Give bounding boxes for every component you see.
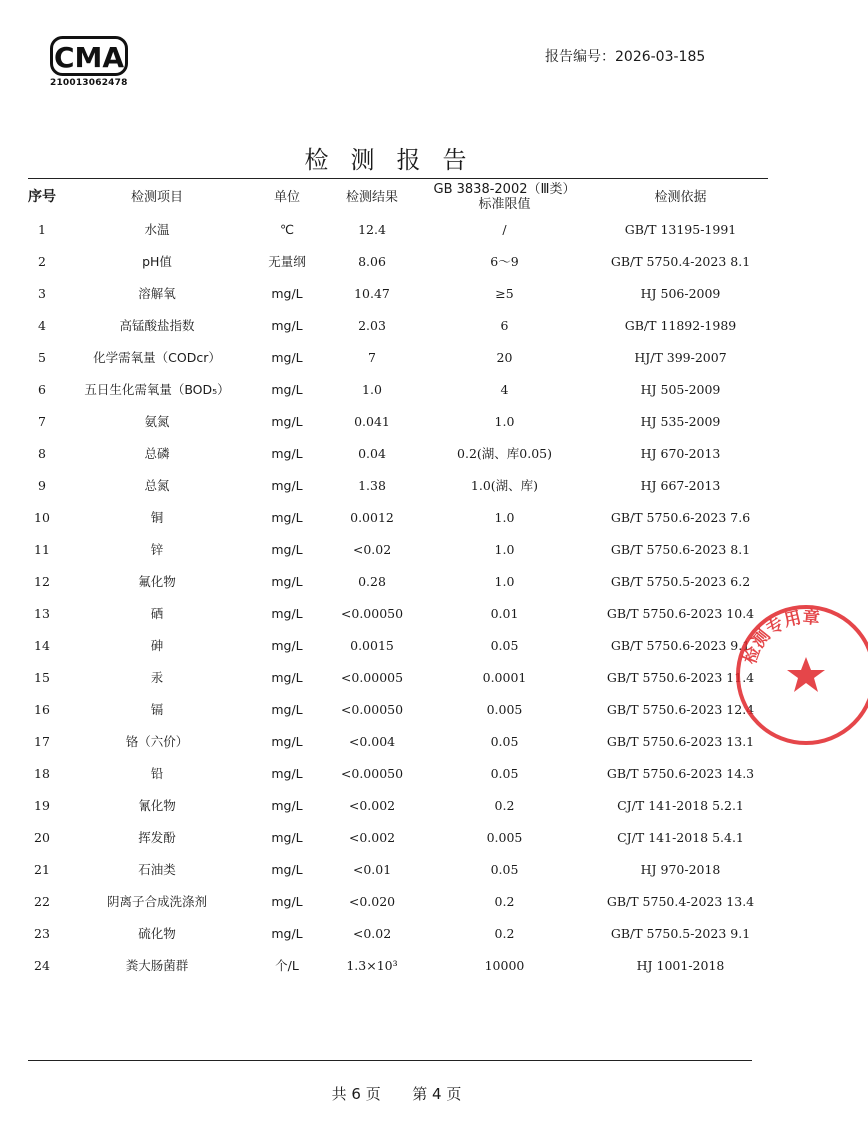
cell-unit: mg/L [271, 862, 303, 877]
cell-unit: mg/L [271, 670, 303, 685]
cell-unit: mg/L [271, 350, 303, 365]
cell-limit: 0.0001 [482, 670, 527, 685]
cell-index: 2 [38, 254, 46, 269]
cell-limit: 20 [496, 350, 513, 365]
table-row [22, 886, 774, 918]
cell-limit: 0.01 [490, 606, 519, 621]
cell-index: 21 [34, 862, 50, 877]
cell-unit: mg/L [271, 414, 303, 429]
table-row [22, 854, 774, 886]
table-row [22, 694, 774, 726]
report-number-value: 2026-03-185 [615, 49, 706, 65]
cell-unit: mg/L [271, 574, 303, 589]
inspection-seal [728, 597, 821, 753]
cell-result: 0.04 [358, 446, 386, 461]
cma-logo-text: CMA [53, 41, 125, 74]
cell-limit: 10000 [484, 958, 525, 973]
cell-unit: 个/L [275, 958, 299, 973]
cell-item: 锌 [150, 542, 164, 557]
header-result: 检测结果 [345, 189, 398, 205]
cell-unit: mg/L [271, 510, 303, 525]
cell-method: GB/T 5750.6-2023 9.1 [610, 638, 751, 653]
cell-result: 12.4 [358, 222, 386, 237]
cell-method: GB/T 5750.6-2023 10.4 [606, 606, 755, 621]
cell-index: 6 [38, 382, 46, 397]
cell-unit: mg/L [271, 766, 303, 781]
table-row [22, 758, 774, 790]
cell-index: 22 [34, 894, 50, 909]
cell-index: 23 [34, 926, 50, 941]
cell-unit: ℃ [279, 222, 295, 237]
cell-item: 氨氮 [144, 414, 170, 429]
cell-result: <0.00050 [340, 606, 404, 621]
cell-result: 0.28 [358, 574, 386, 589]
cell-result: <0.00050 [340, 702, 404, 717]
cell-result: 7 [368, 350, 376, 365]
table-row [22, 598, 774, 630]
cell-index: 1 [38, 222, 46, 237]
page-footer [0, 1083, 793, 1104]
report-number-label: 报告编号： [545, 49, 615, 65]
report-number [545, 46, 705, 66]
cell-result: <0.020 [348, 894, 396, 909]
cell-result: 1.3×10³ [346, 958, 398, 973]
cell-unit: mg/L [271, 542, 303, 557]
table-row [22, 438, 774, 470]
cell-method: GB/T 13195-1991 [624, 222, 737, 237]
table-row [22, 566, 774, 598]
cma-number: 210013062478 [50, 78, 128, 88]
header-limit-line2: 标准限值 [478, 197, 531, 212]
page-title: 检测报告 [304, 146, 489, 174]
cell-index: 9 [38, 478, 46, 493]
cell-index: 5 [38, 350, 46, 365]
cell-index: 15 [34, 670, 50, 685]
cell-limit: 6～9 [490, 254, 519, 269]
table-row [22, 374, 774, 406]
top-divider [28, 178, 768, 179]
cell-limit: 0.05 [490, 638, 519, 653]
cell-index: 24 [34, 958, 50, 973]
cell-item: 阴离子合成洗涤剂 [106, 894, 207, 909]
cell-limit: 0.05 [490, 734, 519, 749]
cell-result: <0.002 [348, 830, 396, 845]
cell-method: GB/T 5750.6-2023 12.4 [606, 702, 755, 717]
table-row [22, 662, 774, 694]
cell-limit: 0.005 [486, 702, 523, 717]
cell-unit: mg/L [271, 478, 303, 493]
seal-mark [728, 597, 868, 753]
cell-index: 16 [34, 702, 50, 717]
header-index: 序号 [28, 188, 56, 205]
cell-item: 铬（六价） [125, 734, 189, 749]
cell-item: 化学需氧量（CODcr） [93, 350, 221, 365]
table-row [22, 342, 774, 374]
cell-method: GB/T 5750.6-2023 13.1 [606, 734, 755, 749]
cell-unit: mg/L [271, 734, 303, 749]
cell-unit: mg/L [271, 926, 303, 941]
cma-logo [50, 36, 130, 88]
cell-result: 0.0015 [350, 638, 394, 653]
table-row [22, 214, 774, 246]
cell-item: 粪大肠菌群 [125, 958, 189, 973]
cell-unit: mg/L [271, 830, 303, 845]
cell-limit: 0.2 [494, 798, 515, 813]
cell-item: 氟化物 [138, 574, 176, 589]
page-total: 共 6 页 [331, 1085, 381, 1103]
cell-limit: 1.0(湖、库) [470, 478, 539, 493]
cell-index: 14 [34, 638, 50, 653]
table-header-row [22, 180, 774, 214]
cell-method: GB/T 5750.4-2023 13.4 [606, 894, 755, 909]
header-limit [422, 180, 587, 214]
cell-limit: / [502, 222, 507, 237]
cell-index: 7 [38, 414, 46, 429]
cell-unit: mg/L [271, 798, 303, 813]
cell-method: GB/T 5750.5-2023 6.2 [610, 574, 751, 589]
table-row [22, 534, 774, 566]
cell-item: 铜 [150, 510, 164, 525]
cell-index: 17 [34, 734, 50, 749]
cell-method: HJ 535-2009 [640, 414, 721, 429]
cell-item: 氰化物 [138, 798, 176, 813]
cell-limit: 1.0 [494, 510, 515, 525]
cell-result: <0.00050 [340, 766, 404, 781]
cell-item: 总氮 [144, 478, 170, 493]
cell-unit: mg/L [271, 894, 303, 909]
cell-index: 4 [38, 318, 46, 333]
cell-limit: 1.0 [494, 414, 515, 429]
table-row [22, 790, 774, 822]
svg-text:检测专用章 [739, 607, 820, 667]
table-row [22, 470, 774, 502]
cell-item: 镉 [150, 702, 164, 717]
cell-result: <0.004 [348, 734, 396, 749]
table-row [22, 502, 774, 534]
cell-method: HJ 670-2013 [640, 446, 721, 461]
cell-result: <0.01 [352, 862, 392, 877]
cell-item: 溶解氧 [138, 286, 176, 301]
cell-result: <0.02 [352, 542, 392, 557]
cell-method: GB/T 5750.6-2023 11.4 [606, 670, 755, 685]
cell-method: HJ 970-2018 [640, 862, 721, 877]
table-row [22, 310, 774, 342]
cell-limit: 0.2 [494, 926, 515, 941]
table-row [22, 630, 774, 662]
cell-result: 1.0 [362, 382, 382, 397]
cell-limit: ≥5 [495, 286, 514, 301]
cell-item: pH值 [142, 254, 172, 269]
cell-method: GB/T 5750.4-2023 8.1 [610, 254, 751, 269]
results-table [22, 180, 774, 982]
page-current: 第 4 页 [412, 1085, 462, 1103]
cell-method: GB/T 5750.6-2023 7.6 [610, 510, 751, 525]
cell-method: GB/T 5750.5-2023 9.1 [610, 926, 751, 941]
cell-index: 3 [38, 286, 46, 301]
cell-item: 砷 [150, 638, 164, 653]
cell-result: 2.03 [358, 318, 386, 333]
cell-unit: mg/L [271, 638, 303, 653]
cell-unit: mg/L [271, 702, 303, 717]
cell-unit: mg/L [271, 446, 303, 461]
cell-index: 8 [38, 446, 46, 461]
cell-item: 五日生化需氧量（BOD₅） [84, 382, 230, 397]
cell-method: HJ 506-2009 [640, 286, 721, 301]
cell-item: 汞 [150, 670, 164, 685]
cell-item: 总磷 [144, 446, 170, 461]
cell-index: 13 [34, 606, 50, 621]
cell-item: 硫化物 [138, 926, 176, 941]
cell-item: 硒 [150, 606, 164, 621]
cell-index: 20 [34, 830, 50, 845]
table-row [22, 246, 774, 278]
cell-method: HJ 505-2009 [640, 382, 721, 397]
cell-result: <0.02 [352, 926, 392, 941]
cell-result: 10.47 [354, 286, 390, 301]
cell-unit: mg/L [271, 606, 303, 621]
cell-method: CJ/T 141-2018 5.4.1 [617, 830, 744, 845]
table-row [22, 406, 774, 438]
cell-limit: 4 [500, 382, 509, 397]
table-row [22, 822, 774, 854]
cell-index: 10 [34, 510, 50, 525]
header-item: 检测项目 [130, 189, 183, 205]
table-row [22, 950, 774, 982]
cell-index: 19 [34, 798, 50, 813]
cell-limit: 0.05 [490, 766, 519, 781]
cell-limit: 0.005 [486, 830, 523, 845]
cell-result: 8.06 [358, 254, 386, 269]
cell-method: GB/T 5750.6-2023 8.1 [610, 542, 751, 557]
cell-unit: 无量纲 [268, 254, 306, 269]
cell-method: GB/T 11892-1989 [624, 318, 737, 333]
cell-limit: 1.0 [494, 574, 515, 589]
cell-index: 18 [34, 766, 50, 781]
cell-limit: 0.2(湖、库0.05) [457, 446, 552, 461]
cell-limit: 0.2 [494, 894, 515, 909]
cell-item: 铅 [150, 766, 164, 781]
table-row [22, 918, 774, 950]
header-limit-line1: GB 3838-2002（Ⅲ类） [433, 182, 576, 197]
cell-unit: mg/L [271, 382, 303, 397]
cell-method: HJ 667-2013 [640, 478, 721, 493]
cma-logo-mark [50, 36, 128, 76]
header-method: 检测依据 [654, 189, 707, 205]
cell-unit: mg/L [271, 318, 303, 333]
table-row [22, 726, 774, 758]
cell-method: CJ/T 141-2018 5.2.1 [617, 798, 744, 813]
cell-result: 0.0012 [350, 510, 394, 525]
cell-item: 高锰酸盐指数 [119, 318, 195, 333]
cell-item: 挥发酚 [138, 830, 176, 845]
cell-limit: 1.0 [494, 542, 515, 557]
cell-limit: 0.05 [490, 862, 519, 877]
cell-result: 0.041 [354, 414, 390, 429]
cell-item: 水温 [144, 222, 170, 237]
header-unit: 单位 [273, 189, 300, 205]
cell-method: HJ 1001-2018 [636, 958, 725, 973]
cell-unit: mg/L [271, 286, 303, 301]
cell-item: 石油类 [138, 862, 176, 877]
cell-method: GB/T 5750.6-2023 14.3 [606, 766, 755, 781]
cell-limit: 6 [500, 318, 509, 333]
cell-result: <0.002 [348, 798, 396, 813]
cell-method: HJ/T 399-2007 [634, 350, 727, 365]
cell-result: <0.00005 [340, 670, 404, 685]
bottom-divider [28, 1060, 752, 1061]
table-row [22, 278, 774, 310]
seal-text: 检测专用章 [740, 607, 821, 667]
cell-result: 1.38 [358, 478, 386, 493]
cell-index: 12 [34, 574, 50, 589]
cell-index: 11 [34, 542, 50, 557]
